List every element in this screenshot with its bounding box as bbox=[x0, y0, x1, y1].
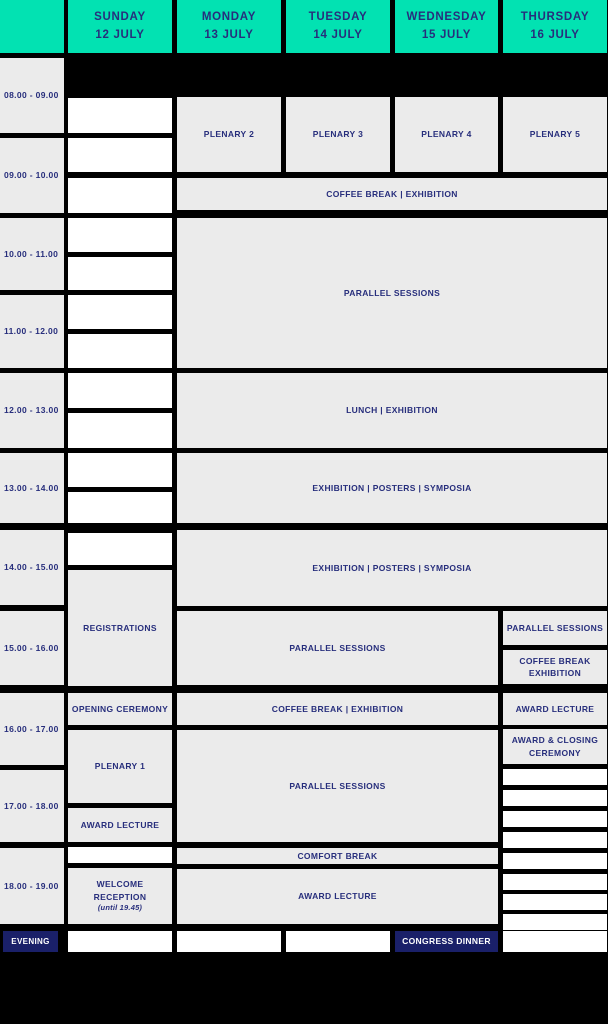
empty-slot bbox=[503, 832, 607, 848]
empty-slot bbox=[68, 847, 172, 863]
time-slot-11-12: 11.00 - 12.00 bbox=[0, 295, 64, 368]
day-name: WEDNESDAY bbox=[406, 11, 487, 24]
event-parallel-sessions-morning: PARALLEL SESSIONS bbox=[177, 218, 607, 368]
time-slot-14-15: 14.00 - 15.00 bbox=[0, 530, 64, 605]
time-slot-12-13: 12.00 - 13.00 bbox=[0, 373, 64, 448]
empty-slot bbox=[503, 853, 607, 869]
empty-slot bbox=[68, 295, 172, 329]
day-date: 14 JULY bbox=[313, 28, 363, 41]
day-header-wednesday bbox=[395, 0, 498, 53]
empty-slot bbox=[503, 790, 607, 806]
empty-slot bbox=[68, 413, 172, 448]
empty-slot bbox=[503, 874, 607, 890]
event-lunch-exhibition: LUNCH | EXHIBITION bbox=[177, 373, 607, 448]
day-header-monday bbox=[177, 0, 281, 53]
event-plenary-2: PLENARY 2 bbox=[177, 97, 281, 172]
day-name: MONDAY bbox=[201, 11, 257, 24]
empty-slot bbox=[68, 334, 172, 368]
empty-slot bbox=[503, 914, 607, 930]
time-slot-13-14: 13.00 - 14.00 bbox=[0, 453, 64, 523]
welcome-reception-label: WELCOME RECEPTION bbox=[93, 879, 147, 902]
welcome-reception-note: (until 19.45) bbox=[97, 902, 143, 912]
event-plenary-4: PLENARY 4 bbox=[395, 97, 498, 172]
empty-slot bbox=[503, 894, 607, 910]
empty-slot bbox=[68, 178, 172, 213]
day-date: 12 JULY bbox=[95, 28, 145, 41]
empty-slot bbox=[68, 257, 172, 290]
empty-slot bbox=[68, 533, 172, 565]
event-award-lecture-sunday: AWARD LECTURE bbox=[68, 808, 172, 842]
empty-slot bbox=[68, 98, 172, 133]
event-registrations: REGISTRATIONS bbox=[68, 570, 172, 686]
empty-slot bbox=[68, 373, 172, 408]
event-exhibition-posters-symposia-1: EXHIBITION | POSTERS | SYMPOSIA bbox=[177, 453, 607, 523]
event-plenary-3: PLENARY 3 bbox=[286, 97, 390, 172]
day-name: SUNDAY bbox=[94, 11, 146, 24]
day-name: TUESDAY bbox=[308, 11, 368, 24]
empty-slot bbox=[68, 492, 172, 523]
time-slot-18-19: 18.00 - 19.00 bbox=[0, 848, 64, 924]
event-exhibition-posters-symposia-2: EXHIBITION | POSTERS | SYMPOSIA bbox=[177, 530, 607, 606]
day-name: THURSDAY bbox=[520, 11, 590, 24]
event-coffee-break-exhibition-thursday: COFFEE BREAK EXHIBITION bbox=[503, 650, 607, 684]
time-slot-09-10: 09.00 - 10.00 bbox=[0, 138, 64, 213]
event-comfort-break: COMFORT BREAK bbox=[177, 848, 498, 864]
empty-slot bbox=[68, 453, 172, 487]
event-coffee-break-exhibition-afternoon: COFFEE BREAK | EXHIBITION bbox=[177, 693, 498, 725]
empty-slot bbox=[286, 931, 390, 952]
day-header-sunday bbox=[68, 0, 172, 53]
event-parallel-sessions-afternoon: PARALLEL SESSIONS bbox=[177, 611, 498, 685]
event-coffee-break-exhibition-morning: COFFEE BREAK | EXHIBITION bbox=[177, 178, 607, 210]
day-date: 15 JULY bbox=[421, 28, 472, 41]
event-congress-dinner: CONGRESS DINNER bbox=[395, 931, 498, 952]
day-header-thursday bbox=[503, 0, 607, 53]
event-award-closing-ceremony: AWARD & CLOSING CEREMONY bbox=[503, 729, 607, 764]
event-welcome-reception bbox=[68, 868, 172, 924]
day-date: 16 JULY bbox=[530, 28, 580, 41]
event-award-lecture-evening: AWARD LECTURE bbox=[177, 869, 498, 924]
event-award-lecture-thursday: AWARD LECTURE bbox=[503, 693, 607, 725]
time-slot-17-18: 17.00 - 18.00 bbox=[0, 770, 64, 842]
time-slot-evening: EVENING bbox=[3, 931, 58, 952]
empty-slot bbox=[68, 931, 172, 952]
event-parallel-sessions-evening: PARALLEL SESSIONS bbox=[177, 730, 498, 842]
empty-slot bbox=[503, 769, 607, 785]
time-slot-16-17: 16.00 - 17.00 bbox=[0, 693, 64, 765]
header-corner bbox=[0, 0, 64, 53]
day-header-tuesday bbox=[286, 0, 390, 53]
empty-slot bbox=[503, 931, 607, 952]
time-slot-10-11: 10.00 - 11.00 bbox=[0, 218, 64, 290]
event-plenary-5: PLENARY 5 bbox=[503, 97, 607, 172]
empty-slot bbox=[68, 138, 172, 172]
time-slot-15-16: 15.00 - 16.00 bbox=[0, 611, 64, 685]
time-slot-08-09: 08.00 - 09.00 bbox=[0, 58, 64, 133]
empty-slot bbox=[177, 931, 281, 952]
event-plenary-1: PLENARY 1 bbox=[68, 730, 172, 803]
empty-slot bbox=[68, 218, 172, 252]
empty-slot bbox=[503, 811, 607, 827]
event-parallel-sessions-thursday: PARALLEL SESSIONS bbox=[503, 611, 607, 645]
day-date: 13 JULY bbox=[204, 28, 254, 41]
event-opening-ceremony: OPENING CEREMONY bbox=[68, 693, 172, 725]
